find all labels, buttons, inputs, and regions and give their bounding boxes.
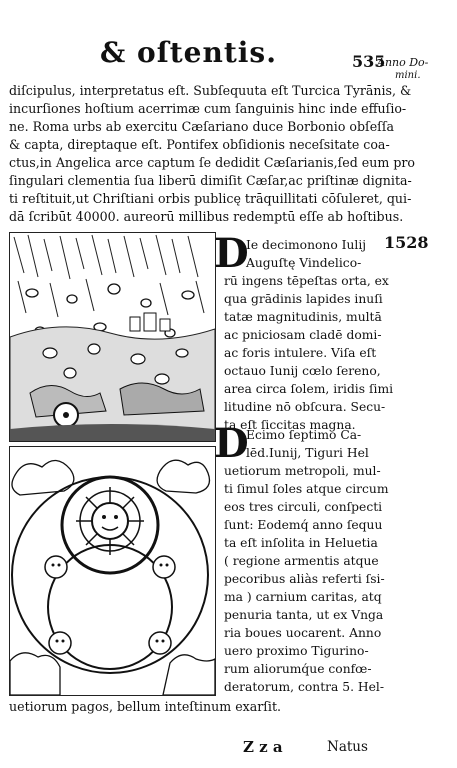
text-line: Auguſtę Vindelico-	[246, 256, 362, 270]
text-line: litudine nō obſcura. Secu-	[224, 400, 386, 414]
text-line: dā ſcribūt 40000. aureorū millibus redemptū eſſe ab hoſtibus.	[9, 209, 404, 224]
text-line: ſingulari clementia ſua liberū dimiſit Cæſar,ac priſtinæ dignita-	[9, 173, 412, 188]
text-line: ac foris intulere. Viſa eſt	[224, 346, 377, 360]
hailstorm-woodcut	[9, 232, 216, 442]
text-line: ti ſimul ſoles atque circum	[224, 482, 389, 496]
signature-mark: Z z a	[243, 738, 283, 756]
margin-year: 1528	[384, 233, 429, 252]
drop-cap: D	[214, 420, 249, 467]
running-title: & oſtentis.	[100, 36, 277, 69]
text-line: ti reſtituit,ut Chriſtiani orbis publicę trāquillitati cōſuleret, qui-	[9, 191, 412, 206]
text-line: eos tres circuli, conſpecti	[224, 500, 383, 514]
parhelion-illustration	[10, 447, 215, 695]
text-line: uetiorum pagos, bellum inteſtinum exarſit.	[9, 699, 282, 714]
text-line: ma ) carnium caritas, atq	[224, 590, 382, 604]
text-line: penuria tanta, ut ex Vnga	[224, 608, 384, 622]
text-line: & capta, direptaque eſt. Pontifex obſidionis neceſsitate coa-	[9, 137, 390, 152]
text-line: uero proximo Tigurino-	[224, 644, 369, 658]
margin-note-domini: mini.	[395, 70, 421, 81]
text-line: pecoribus aliàs referti ſsi-	[224, 572, 385, 586]
text-line: rum aliorumq́ue confœ-	[224, 662, 372, 676]
text-line: ( regione armentis atque	[224, 554, 379, 568]
drop-cap: D	[214, 230, 249, 277]
multiple-suns-woodcut	[9, 446, 216, 696]
text-line: ac pniciosam cladē domi-	[224, 328, 382, 342]
text-line: rū ingens tēpeſtas orta, ex	[224, 274, 389, 288]
text-line: area circa ſolem, iridis ſimi	[224, 382, 394, 396]
hailstorm-illustration	[10, 233, 215, 441]
text-line: ctus,in Angelica arce captum ſe dedidit Cæſarianis,ſed eum pro	[9, 155, 415, 170]
text-line: octauo Iunij cœlo ſereno,	[224, 364, 381, 378]
text-line: diſcipulus, interpretatus eſt. Subſequuta eſt Turcica Tyrānis, &	[9, 83, 412, 98]
text-line: incurſiones hoſtium acerrimæ cum ſanguinis hinc inde effuſio-	[9, 101, 407, 116]
text-line: ta eſt inſolita in Heluetia	[224, 536, 378, 550]
text-line: ſunt: Eodemq́ anno ſequu	[224, 518, 383, 532]
text-line: lēd.Iunij, Tiguri Hel	[246, 446, 369, 460]
text-line: deratorum, contra 5. Hel-	[224, 680, 384, 694]
text-line: ne. Roma urbs ab exercitu Cæſariano duce Borbonio obſeſſa	[9, 119, 394, 134]
text-line: uetiorum metropoli, mul-	[224, 464, 381, 478]
margin-note-anno: Anno Do-	[377, 56, 429, 69]
text-line: Ecimo ſeptimo Ca-	[246, 428, 362, 442]
text-line: Ie decimonono Iulij	[246, 238, 367, 252]
catchword: Natus	[327, 739, 368, 755]
page-number: 535	[352, 52, 386, 71]
text-line: tatæ magnitudinis, multā	[224, 310, 382, 324]
text-line: ria boues uocarent. Anno	[224, 626, 382, 640]
text-line: ta eſt ſiccitas magna.	[224, 418, 356, 432]
text-line: qua grādinis lapides inuſi	[224, 292, 383, 306]
